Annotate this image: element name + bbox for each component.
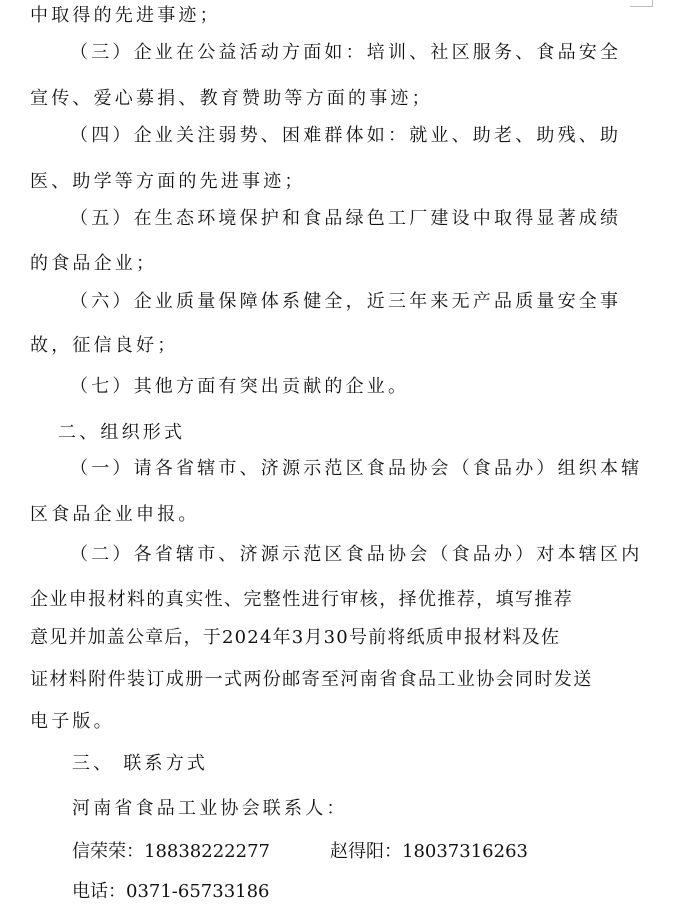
section-heading-2: 二、组织形式 (58, 422, 186, 443)
text-line-8: （六）企业质量保障体系健全，近三年来无产品质量安全事 (70, 291, 622, 312)
text-line-4: （四）企业关注弱势、困难群体如：就业、助老、助残、助 (70, 125, 622, 146)
text-line-5: 医、助学等方面的先进事迹； (30, 171, 306, 192)
text-line-14: （二）各省辖市、济源示范区食品协会（食品办）对本辖区内 (70, 544, 643, 565)
text-line-7: 的食品企业； (30, 253, 158, 274)
text-line-15: 企业申报材料的真实性、完整性进行审核，择优推荐，填写推荐 (30, 589, 574, 610)
contact-person-2: 赵得阳：18037316263 (330, 841, 528, 862)
contact-row (72, 840, 679, 864)
text-line-13: 区食品企业申报。 (30, 504, 200, 525)
text-line-12: （一）请各省辖市、济源示范区食品协会（食品办）组织本辖 (70, 458, 643, 479)
text-line-17: 证材料附件装订成册一式两份邮寄至河南省食品工业协会同时发送 (30, 669, 593, 690)
text-line-10: （七）其他方面有突出贡献的企业。 (70, 376, 410, 397)
contact-person-1: 信荣荣：18838222277 (72, 841, 270, 862)
contact-phone: 电话：0371-65733186 (72, 881, 270, 902)
text-line-16: 意见并加盖公章后，于2024年3月30号前将纸质申报材料及佐 (30, 627, 561, 648)
text-line-9: 故，征信良好； (30, 335, 179, 356)
contact-intro: 河南省食品工业协会联系人： (72, 798, 348, 819)
section-heading-3: 三、 联系方式 (72, 753, 209, 774)
text-line-2: （三）企业在公益活动方面如：培训、社区服务、食品安全 (70, 42, 622, 63)
text-line-6: （五）在生态环境保护和食品绿色工厂建设中取得显著成绩 (70, 208, 622, 229)
text-line-3: 宣传、爱心募捐、教育赞助等方面的事迹； (30, 88, 433, 109)
text-line-1: 中取得的先进事迹； (30, 5, 221, 26)
text-line-18: 电子版。 (30, 711, 115, 732)
